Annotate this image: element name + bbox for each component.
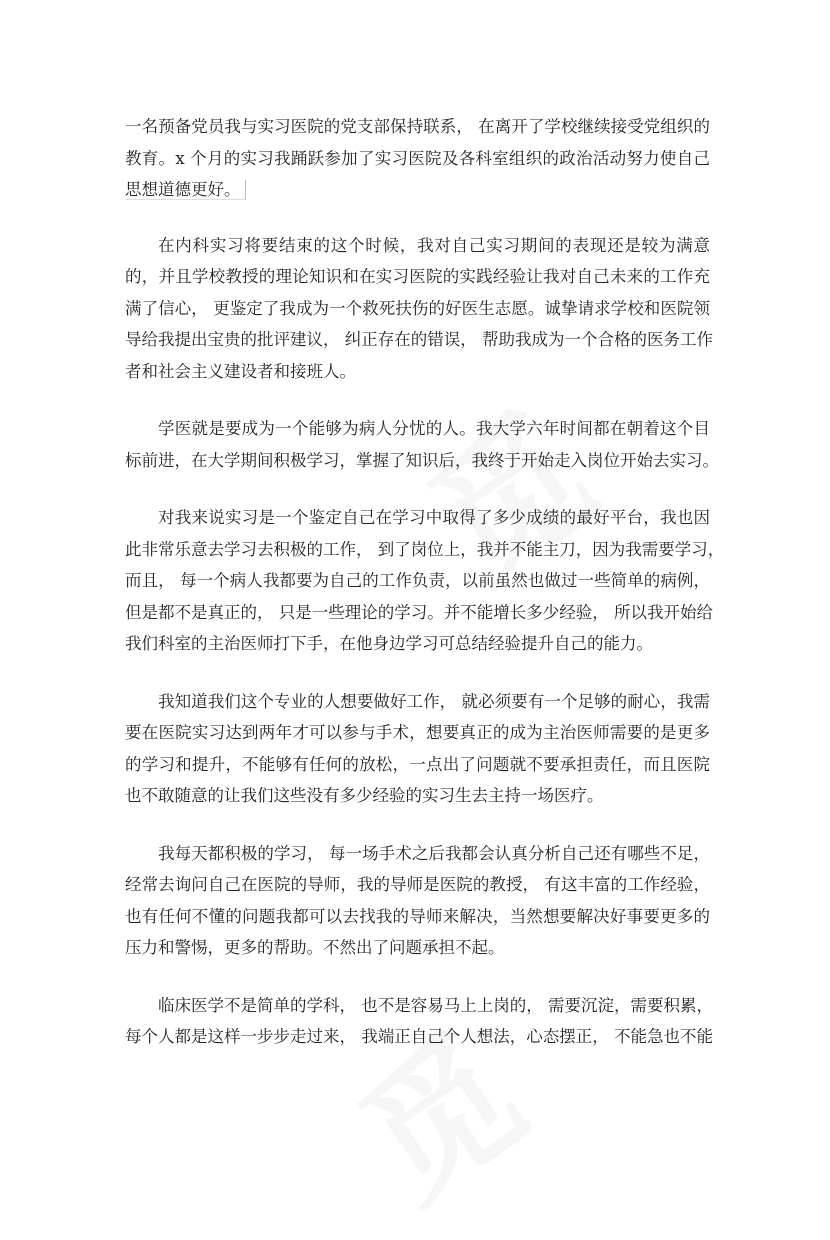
text-line bbox=[125, 143, 710, 175]
text-line-content: 也有任何不懂的问题我都可以去找我的导师来解决，当然想要解决好事要更多的 bbox=[125, 906, 710, 926]
text-line-content: 我们科室的主治医师打下手，在他身边学习可总结经验提升自己的能力。 bbox=[125, 634, 653, 653]
text-line bbox=[125, 502, 710, 534]
text-line bbox=[125, 1021, 713, 1053]
text-line-content: 的学习和提升，不能够有任何的放松，一点出了问题就不要承担责任，而且医院 bbox=[125, 754, 710, 774]
text-line bbox=[125, 445, 719, 477]
text-line-content: 导给我提出宝贵的批评建议， 纠正存在的错误， 帮助我成为一个合格的医务工作 bbox=[125, 330, 713, 349]
text-line-content: 我每天都积极的学习， 每一场手术之后我都会认真分析自己还有哪些不足， bbox=[158, 843, 710, 863]
text-line-content: 标前进，在大学期间积极学习，掌握了知识后，我终于开始走入岗位开始去实习。 bbox=[125, 450, 719, 470]
text-line bbox=[125, 717, 710, 749]
text-line bbox=[125, 932, 710, 964]
text-line bbox=[125, 780, 710, 812]
text-line bbox=[125, 901, 710, 933]
text-line-content: 在内科实习将要结束的这个时候，我对自己实习期间的表现还是较为满意 bbox=[158, 235, 710, 255]
text-line-content: 我知道我们这个专业的人想要做好工作， 就必须要有一个足够的耐心，我需 bbox=[158, 691, 710, 711]
text-line bbox=[125, 990, 713, 1022]
text-line-content: 一名预备党员我与实习医院的党支部保持联系， 在离开了学校继续接受党组织的 bbox=[125, 117, 710, 136]
text-line-content: 教育。x 个月的实习我踊跃参加了实习医院及各科室组织的政治活动努力使自己 bbox=[125, 148, 710, 168]
text-line-content: 压力和警惕，更多的帮助。不然出了问题承担不起。 bbox=[125, 938, 505, 957]
paragraph bbox=[125, 838, 710, 964]
text-line-content: 者和社会主义建设者和接班人。 bbox=[125, 361, 356, 381]
text-line bbox=[125, 230, 710, 262]
text-line-content: 要在医院实习达到两年才可以参与手术，想要真正的成为主治医师需要的是更多 bbox=[125, 723, 710, 742]
paragraph bbox=[125, 230, 713, 388]
text-line-content: 对我来说实习是一个鉴定自己在学习中取得了多少成绩的最好平台，我也因 bbox=[158, 508, 710, 527]
paragraph bbox=[125, 686, 710, 812]
text-line bbox=[125, 838, 710, 870]
text-line-content: 思想道德更好。 bbox=[125, 180, 246, 200]
text-line-content: 满了信心， 更鉴定了我成为一个救死扶伤的好医生志愿。诚挚请求学校和医院领 bbox=[125, 298, 710, 318]
text-line-content: 经常去询问自己在医院的导师，我的导师是医院的教授， 有这丰富的工作经验， bbox=[125, 875, 710, 894]
paragraph bbox=[125, 413, 719, 476]
text-line-content: 临床医学不是简单的学科， 也不是容易马上上岗的， 需要沉淀，需要积累， bbox=[158, 995, 713, 1015]
text-line bbox=[125, 174, 710, 206]
text-line bbox=[125, 111, 710, 143]
text-line bbox=[125, 597, 713, 629]
text-line bbox=[125, 749, 710, 781]
text-line bbox=[125, 356, 710, 388]
text-line bbox=[125, 261, 710, 293]
text-line-content: 而且， 每一个病人我都要为自己的工作负责，以前虽然也做过一些简单的病例， bbox=[125, 571, 710, 590]
document-page bbox=[125, 111, 725, 1079]
text-line-content: 此非常乐意去学习去积极的工作， 到了岗位上，我并不能主刀，因为我需要学习， bbox=[125, 539, 725, 559]
text-line bbox=[125, 534, 725, 566]
paragraph bbox=[125, 990, 713, 1053]
text-line bbox=[125, 565, 710, 597]
text-line-content: 学医就是要成为一个能够为病人分忧的人。我大学六年时间都在朝着这个目 bbox=[158, 419, 710, 438]
text-line bbox=[125, 413, 710, 445]
text-line bbox=[125, 293, 710, 325]
text-line-content: 也不敢随意的让我们这些没有多少经验的实习生去主持一场医疗。 bbox=[125, 786, 604, 805]
text-line-content: 但是都不是真正的， 只是一些理论的学习。并不能增长多少经验， 所以我开始给 bbox=[125, 602, 713, 622]
text-line-content: 的，并且学校教授的理论知识和在实习医院的实践经验让我对自己未来的工作充 bbox=[125, 267, 710, 286]
text-line bbox=[125, 869, 710, 901]
paragraph bbox=[125, 111, 710, 206]
text-line bbox=[125, 686, 710, 718]
text-line bbox=[125, 628, 710, 660]
text-line bbox=[125, 324, 713, 356]
paragraph bbox=[125, 502, 725, 660]
text-line-content: 每个人都是这样一步步走过来， 我端正自己个人想法，心态摆正， 不能急也不能 bbox=[125, 1027, 713, 1046]
